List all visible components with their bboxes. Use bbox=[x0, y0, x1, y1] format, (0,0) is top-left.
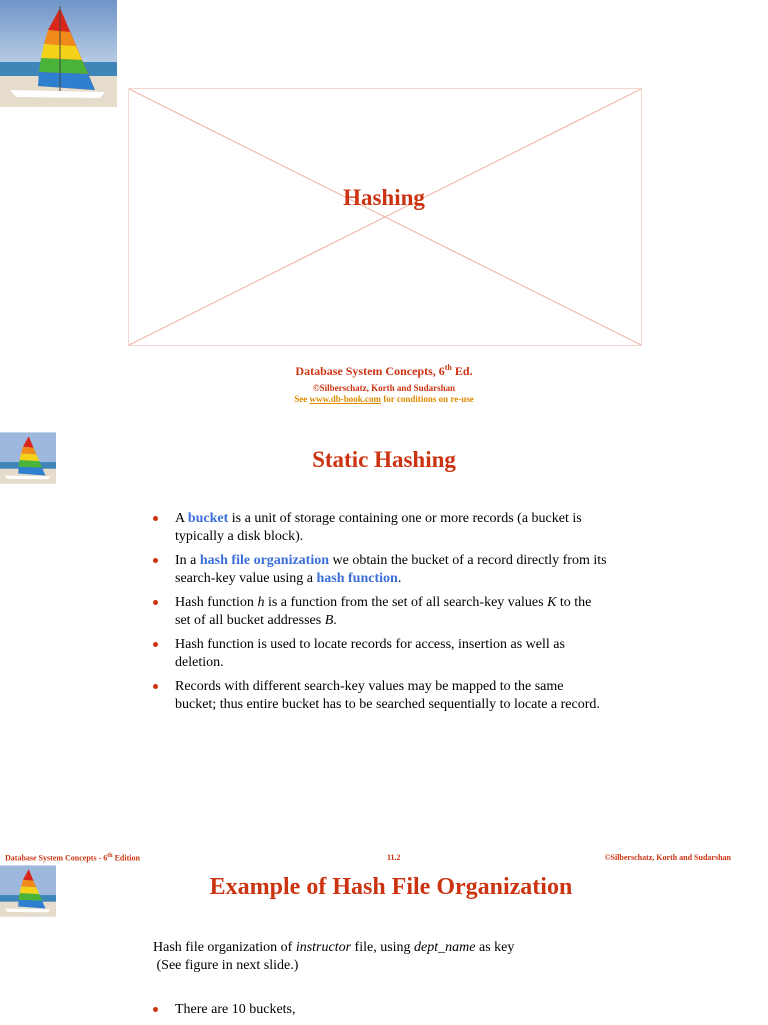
copyright-line: ©Silberschatz, Korth and Sudarshan bbox=[312, 383, 456, 393]
bullet-list bbox=[153, 510, 608, 720]
intro-instructor: instructor bbox=[295, 940, 352, 955]
sailboat-logo bbox=[0, 0, 117, 107]
book-title bbox=[0, 363, 768, 379]
term-hash-function: hash function bbox=[316, 571, 398, 586]
bullet-text: . bbox=[333, 613, 337, 628]
book-title-text: Database System Concepts, 6 bbox=[295, 364, 445, 378]
reuse-line bbox=[0, 394, 768, 404]
footer-left-tail: Edition bbox=[112, 853, 140, 863]
list-item bbox=[153, 594, 608, 630]
term-bucket: bucket bbox=[187, 511, 229, 526]
var-b: B bbox=[324, 613, 334, 628]
list-item: There are 10 buckets, bbox=[153, 1001, 608, 1019]
db-book-link[interactable]: www.db-book.com bbox=[309, 394, 382, 404]
intro-part: as key bbox=[475, 940, 515, 955]
intro-line-2: (See figure in next slide.) bbox=[153, 958, 299, 973]
list-item bbox=[153, 510, 608, 546]
bullet-text: . bbox=[397, 571, 402, 586]
footer-left-sup: th bbox=[107, 853, 113, 859]
list-item bbox=[153, 552, 608, 588]
intro-part: file, using bbox=[351, 940, 415, 955]
bullet-text: Hash function bbox=[175, 595, 258, 610]
intro-part: Hash file organization of bbox=[153, 940, 296, 955]
term-hash-file-organization: hash file organization bbox=[199, 553, 330, 568]
bullet-text: A bbox=[175, 511, 188, 526]
footer-left bbox=[5, 853, 140, 863]
page-title: Hashing bbox=[343, 185, 425, 210]
intro-text bbox=[153, 939, 633, 975]
footer-right: ©Silberschatz, Korth and Sudarshan bbox=[604, 853, 731, 862]
slide-title: Static Hashing bbox=[312, 447, 456, 472]
list-item: Hash function is used to locate records for access, insertion as well as deletion. bbox=[153, 636, 608, 672]
title-image-placeholder bbox=[128, 88, 642, 346]
intro-dept-name: dept_name bbox=[414, 940, 476, 955]
intro-line-1 bbox=[153, 939, 633, 957]
bullet-text: In a bbox=[175, 553, 200, 568]
book-title-sup: th bbox=[444, 363, 452, 372]
footer-left-text: Database System Concepts - 6 bbox=[5, 853, 108, 863]
reuse-prefix: See bbox=[294, 394, 310, 404]
reuse-suffix: for conditions on re-use bbox=[381, 394, 474, 404]
bullet-text: to the set of all bucket addresses bbox=[175, 595, 592, 628]
slide-title: Example of Hash File Organization bbox=[209, 874, 573, 900]
page-number: 11.2 bbox=[387, 853, 401, 862]
var-h: h bbox=[257, 595, 265, 610]
bullet-text: is a unit of storage containing one or more records (a bucket is typically a disk block). bbox=[175, 511, 582, 544]
book-title-tail: Ed. bbox=[451, 364, 473, 378]
bullet-list bbox=[153, 1001, 608, 1025]
list-item: Records with different search-key values may be mapped to the same bucket; thus entire bucket has to be searched sequentially to locate a record. bbox=[153, 678, 608, 714]
bullet-text: we obtain the bucket of a record directly from its search-key value using a bbox=[175, 553, 607, 586]
bullet-text: is a function from the set of all search-key values bbox=[264, 595, 548, 610]
var-k: K bbox=[547, 595, 557, 610]
